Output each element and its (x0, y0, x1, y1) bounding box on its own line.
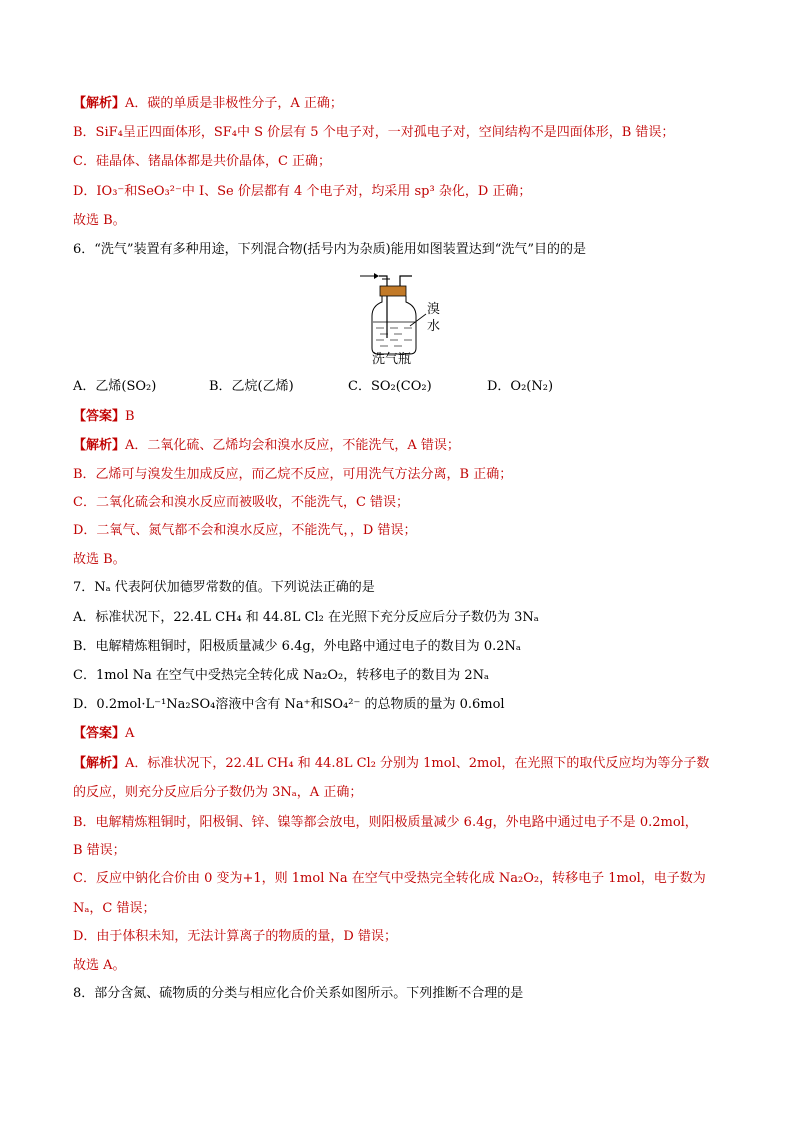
q7-analysis-b2: B 错误； (73, 843, 126, 858)
q7-analysis-a2: 的反应，则充分反应后分子数仍为 3Nₐ，A 正确； (73, 785, 363, 800)
answer-value: B (125, 409, 135, 424)
analysis-label: 【解析】 (73, 96, 126, 111)
q6-option-d: D．O₂(N₂) (487, 379, 554, 394)
q5-analysis-c: C．硅晶体、锗晶体都是共价晶体，C 正确； (73, 154, 332, 169)
q7-option-b: B．电解精炼粗铜时，阳极质量减少 6.4g，外电路中通过电子的数目为 0.2Nₐ (73, 639, 521, 654)
q7-option-d: D．0.2mol·L⁻¹Na₂SO₄溶液中含有 Na⁺和SO₄²⁻ 的总物质的量为 0.6mol (73, 697, 505, 712)
q7-option-a: A．标准状况下，22.4L CH₄ 和 44.8L Cl₂ 在光照下充分反应后分子数仍为 3Nₐ (73, 610, 539, 625)
q6-stem: 6．“洗气”装置有多种用途，下列混合物(括号内为杂质)能用如图装置达到“洗气”目的的是 (73, 242, 586, 257)
analysis-text: A．标准状况下，22.4L CH₄ 和 44.8L Cl₂ 分别为 1mol、2mol，在光照下的取代反应均为等分子数 (125, 756, 710, 771)
label-water: 水 (427, 319, 441, 334)
q7-analysis-b1: B．电解精炼粗铜时，阳极铜、锌、镍等都会放电，则阳极质量减少 6.4g，外电路中通过电子不是 0.2mol， (73, 815, 698, 830)
q5-analysis-b: B．SiF₄呈正四面体形，SF₄中 S 价层有 5 个电子对，一对孤电子对，空间结构不是四面体形，B 错误； (73, 125, 675, 140)
gas-washing-bottle-figure (360, 268, 470, 368)
q8-stem: 8．部分含氮、硫物质的分类与相应化合价关系如图所示。下列推断不合理的是 (73, 986, 524, 1001)
q5-choose: 故选 B。 (73, 213, 126, 228)
q6-analysis-c: C．二氧化硫会和溴水反应而被吸收，不能洗气，C 错误； (73, 495, 410, 510)
answer-value: A (125, 726, 135, 741)
answer-label: 【答案】 (73, 726, 126, 741)
q7-option-c: C．1mol Na 在空气中受热完全转化成 Na₂O₂，转移电子的数目为 2Nₐ (73, 668, 490, 683)
answer-label: 【答案】 (73, 409, 126, 424)
q6-analysis-d: D．二氧气、氮气都不会和溴水反应，不能洗气，，D 错误； (73, 523, 417, 538)
q6-analysis-b: B．乙烯可与溴发生加成反应，而乙烷不反应，可用洗气方法分离，B 正确； (73, 467, 513, 482)
q6-answer (73, 408, 135, 426)
q7-analysis-c1: C．反应中钠化合价由 0 变为+1，则 1mol Na 在空气中受热完全转化成 Na₂O₂，转移电子 1mol，电子数为 (73, 871, 706, 886)
q7-analysis-c2: Nₐ，C 错误； (73, 901, 156, 916)
q6-option-a: A．乙烯(SO₂) (73, 379, 157, 394)
q5-analysis-d: D．IO₃⁻和SeO₃²⁻中 I、Se 价层都有 4 个电子对，均采用 sp³ 杂化，D 正确； (73, 184, 532, 199)
q7-answer (73, 725, 134, 743)
q7-choose: 故选 A。 (73, 958, 126, 973)
analysis-text: A．碳的单质是非极性分子，A 正确； (125, 96, 343, 111)
analysis-label: 【解析】 (73, 756, 126, 771)
analysis-text: A．二氧化硫、乙烯均会和溴水反应，不能洗气，A 错误； (125, 438, 460, 453)
q7-stem: 7．Nₐ 代表阿伏加德罗常数的值。下列说法正确的是 (73, 580, 375, 595)
figure-caption: 洗气瓶 (372, 352, 412, 367)
q7-analysis-a1 (73, 755, 709, 773)
q6-analysis-a (73, 437, 460, 455)
q6-option-b: B．乙烷(乙烯) (209, 379, 294, 394)
q7-analysis-d: D．由于体积未知，无法计算离子的物质的量，D 错误； (73, 929, 397, 944)
label-bromine: 溴 (427, 302, 441, 317)
analysis-label: 【解析】 (73, 438, 126, 453)
q6-option-c: C．SO₂(CO₂) (348, 379, 432, 394)
q6-choose: 故选 B。 (73, 552, 126, 567)
q5-analysis-a (73, 95, 343, 113)
